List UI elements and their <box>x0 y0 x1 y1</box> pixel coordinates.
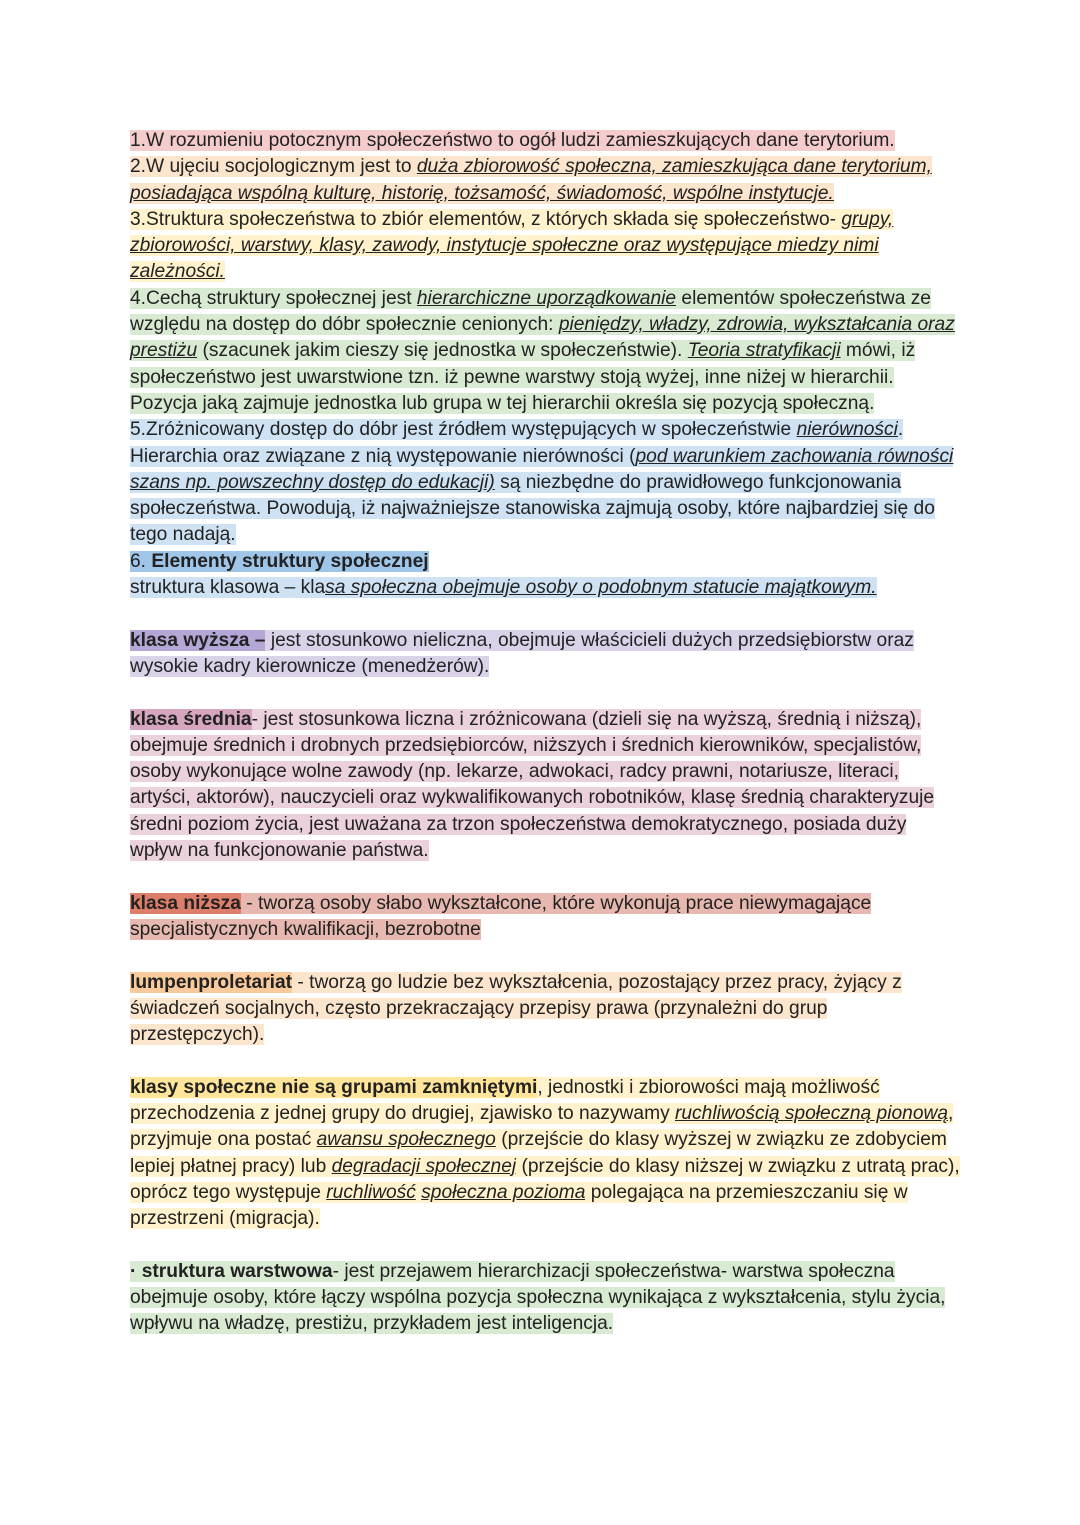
warstwowa-paragraph <box>130 1259 960 1338</box>
p2-text: 2.W ujęciu socjologicznym jest to <box>130 156 417 178</box>
klasa-srednia-paragraph <box>130 707 960 865</box>
p5-emphasis-b: nierówności <box>796 419 898 441</box>
ruchliwosc-text-a: , jednostki i zbiorowości mają możliwość przechodzenia z jednej grupy do drugiej, zjawisko to nazywamy <box>130 1076 880 1124</box>
p1-text: 1.W rozumieniu potocznym społeczeństwo to ogół ludzi zamieszkujących dane terytorium. <box>130 130 895 151</box>
ruchliwosc-text-c: , przyjmuje ona postać <box>130 1102 954 1151</box>
paragraph-2 <box>130 154 960 207</box>
p4-text-a: 4.Cechą struktury społecznej jest <box>130 287 417 309</box>
ruchliwosc-emphasis-j: społeczna pozioma <box>421 1181 586 1203</box>
ruchliwosc-text-e: (przejście do klasy wyższej w związku ze zdobyciem lepiej płatnej pracy) lub <box>130 1129 947 1177</box>
ruchliwosc-text-g: (przejście do klasy niższej w związku z utratą prac), oprócz tego występuje <box>130 1155 960 1203</box>
p6-line-a: struktura klasowa – kla <box>130 577 326 599</box>
spacer <box>130 601 960 627</box>
paragraph-1 <box>130 128 960 154</box>
p2-emphasis: duża zbiorowość społeczna, zamieszkująca dane terytorium, posiadająca wspólną kulturę, historię, tożsamość, świadomość, wspólne instytucje. <box>130 156 932 204</box>
p4-emphasis-a: hierarchiczne uporządkowanie <box>416 287 677 309</box>
ruchliwosc-emphasis-f: degradacji społecznej <box>331 1155 517 1177</box>
ruchliwosc-paragraph <box>130 1075 960 1233</box>
klasa-srednia-term: klasa średnia <box>130 708 252 730</box>
lumpen-paragraph <box>130 970 960 1049</box>
document-page <box>130 128 960 1338</box>
p6-title: Elementy struktury społecznej <box>151 550 429 572</box>
paragraph-6-heading <box>130 549 960 575</box>
p3-emphasis: grupy, zbiorowości, warstwy, klasy, zawody, instytucje społeczne oraz występujące miedzy nimi zależności. <box>130 208 894 283</box>
p4-emphasis-d: pieniędzy, władzy, zdrowia, wykształcania oraz prestiżu <box>130 314 955 362</box>
p4-text-g: mówi, iż społeczeństwo jest uwarstwione tzn. iż pewne warstwy stoją wyżej, inne niżej w hierarchii. Pozycja jaką zajmuje jednostka lub grupa w tej hierarchii określa się pozycją społeczną. <box>130 340 916 414</box>
p6-line-b: sa społeczna obejmuje osoby o podobnym statucie majątkowym. <box>325 577 877 599</box>
spacer <box>130 943 960 969</box>
spacer <box>130 680 960 706</box>
ruchliwosc-text-k: polegająca na przemieszczaniu się w przestrzeni (migracja). <box>130 1181 908 1230</box>
spacer <box>130 1048 960 1074</box>
paragraph-6-line <box>130 575 960 601</box>
p3-text: 3.Struktura społeczeństwa to zbiór elementów, z których składa się społeczeństwo- <box>130 208 842 230</box>
lumpen-term: lumpenproletariat <box>130 971 293 993</box>
klasa-nizsza-text: - tworzą osoby słabo wykształcone, które wykonują prace niewymagające specjalistycznych kwalifikacji, bezrobotne <box>130 892 872 940</box>
warstwowa-text: - jest przejawem hierarchizacji społeczeństwa- warstwa społeczna obejmuje osoby, które łączy wspólna pozycja społeczna wynikająca z wykształcenia, stylu życia, wpływu na władzę, prestiżu, przykładem jest inteligencja. <box>130 1260 946 1335</box>
p4-emphasis-f: Teoria stratyfikacji <box>687 340 841 362</box>
spacer <box>130 864 960 890</box>
warstwowa-bullet: · <box>130 1260 137 1282</box>
lumpen-text: - tworzą go ludzie bez wykształcenia, pozostający przez pracy, żyjący z świadczeń socjalnych, często przekraczający przepisy prawa (przynależni do grup przestępczych). <box>130 971 902 1046</box>
p5-emphasis-d: pod warunkiem zachowania równości szans np. powszechny dostęp do edukacji) <box>130 445 954 493</box>
klasa-wyzsza-text: jest stosunkowo nieliczna, obejmuje właścicieli dużych przedsiębiorstw oraz wysokie kadry kierownicze (menedżerów). <box>130 629 914 677</box>
p6-number: 6. <box>130 550 152 572</box>
klasa-nizsza-term: klasa niższa <box>130 892 241 914</box>
paragraph-4 <box>130 286 960 417</box>
klasa-nizsza-paragraph <box>130 891 960 944</box>
paragraph-5 <box>130 417 960 548</box>
p4-text-c: elementów społeczeństwa ze względu na dostęp do dóbr społecznie cenionych: <box>130 287 931 336</box>
paragraph-3 <box>130 207 960 286</box>
ruchliwosc-emphasis-b: ruchliwością społeczną pionową <box>675 1102 949 1124</box>
klasa-wyzsza-term: klasa wyższa – <box>130 629 266 651</box>
klasa-srednia-text: - jest stosunkowa liczna i zróżnicowana (dzieli się na wyższą, średnią i niższą), obejmuje średnich i drobnych przedsiębiorców, niższych i średnich kierowników, specjalistów, osoby wykonujące wolne zawody (np. lekarze, adwokaci, radcy prawni, notariusze, literaci, artyści, aktorów), nauczycieli oraz wykwalifikowanych robotników, klasę średnią charakteryzuje średni poziom życia, jest uważana za trzon społeczeństwa demokratycznego, posiada duży wpływ na funkcjonowanie państwa. <box>130 708 935 862</box>
ruchliwosc-term: klasy społeczne nie są grupami zamkniętymi <box>130 1076 538 1098</box>
ruchliwosc-emphasis-d: awansu społecznego <box>316 1129 496 1151</box>
p5-text-c: . Hierarchia oraz związane z nią występowanie nierówności ( <box>130 419 904 467</box>
p5-text-a: 5.Zróżnicowany dostęp do dóbr jest źródłem występujących w społeczeństwie <box>130 419 797 441</box>
p4-text-e: (szacunek jakim cieszy się jednostka w społeczeństwie). <box>197 340 688 362</box>
spacer <box>130 1232 960 1258</box>
ruchliwosc-emphasis-h: ruchliwość <box>326 1181 416 1203</box>
p5-text-e: są niezbędne do prawidłowego funkcjonowania społeczeństwa. Powodują, iż najważniejsze stanowiska zajmują osoby, które najbardziej się do tego nadają. <box>130 471 935 546</box>
warstwowa-term: struktura warstwowa <box>141 1260 333 1282</box>
klasa-wyzsza-paragraph <box>130 628 960 681</box>
